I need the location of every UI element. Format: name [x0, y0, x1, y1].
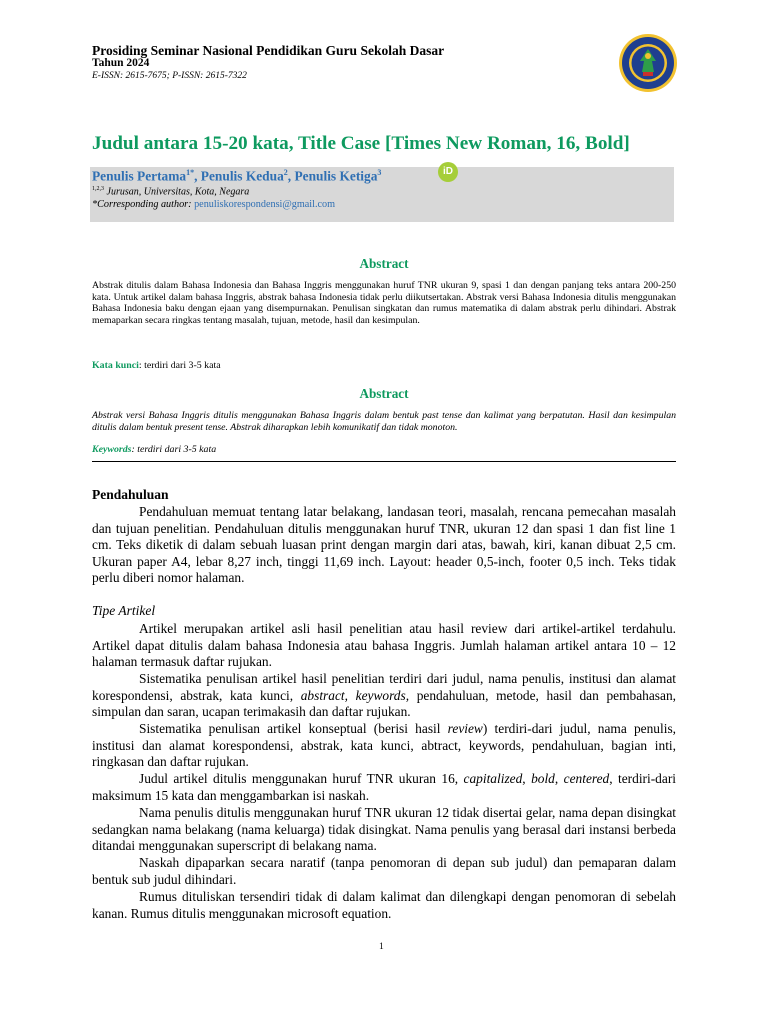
orcid-icon[interactable]: iD — [438, 162, 458, 182]
p4-text-b: capitalized — [463, 771, 523, 786]
p4-text-g: , terdiri-dari maksimum 15 kata dan menggambarkan isi naskah. — [92, 771, 676, 803]
p2-text-a: Sistematika penulisan artikel hasil penelitian terdiri dari judul, nama penulis, institusi dan alamat korespondensi, abstrak, kata kunci, — [92, 671, 676, 703]
author-1: Penulis Pertama — [92, 168, 187, 184]
paragraph-5: Nama penulis ditulis menggunakan huruf TNR ukuran 12 tidak disertai gelar, nama depan disingkat sedangkan nama belakang (nama keluarga) tidak disingkat. Nama penulis yang berasal dari instansi berbeda ditandai menggunakan superscript di belakang nama. — [92, 805, 676, 854]
abstract-text-en: Abstrak versi Bahasa Inggris ditulis menggunakan Bahasa Inggris dalam bentuk past tense dan kalimat yang berpatutan. Hasil dan kesimpulan ditulis dalam bentuk present tense. Abstrak diharapkan lebih komunikatif dan tidak monoton. — [92, 410, 676, 433]
author-list — [92, 168, 381, 184]
author-2-sup: 2 — [283, 168, 288, 177]
author-sep-2: , — [287, 168, 295, 184]
keywords-id — [92, 360, 221, 371]
p3-text-a: Sistematika penulisan artikel konseptual (berisi hasil — [139, 721, 448, 736]
author-3-sup: 3 — [377, 168, 382, 177]
keywords-id-label: Kata kunci — [92, 360, 139, 371]
author-1-sup: 1* — [186, 168, 195, 177]
keywords-id-value: : terdiri dari 3-5 kata — [138, 360, 221, 371]
p4-text-c: , — [522, 771, 532, 786]
article-title: Judul antara 15-20 kata, Title Case [Times New Roman, 16, Bold] — [92, 133, 630, 154]
author-sep-1: , — [194, 168, 201, 184]
p4-text-e: , — [554, 771, 564, 786]
section-title-pendahuluan: Pendahuluan — [92, 487, 169, 502]
paragraph-2 — [92, 671, 676, 721]
paragraph-3 — [92, 721, 676, 771]
p2-text-c: pendahuluan, metode, hasil dan pembahasan, simpulan dan saran, ucapan terimakasih dan daftar rujukan. — [92, 687, 677, 720]
author-affiliation — [92, 186, 249, 197]
corr-email-link[interactable]: penuliskorespondensi@gmail.com — [194, 199, 336, 210]
conference-year: Tahun 2024 — [92, 57, 150, 69]
p4-text-f: centered — [563, 771, 610, 786]
keywords-en — [92, 444, 216, 455]
keywords-en-label: Keywords — [92, 444, 132, 455]
university-seal-icon — [618, 32, 678, 94]
subsection-title-tipe-artikel: Tipe Artikel — [92, 603, 156, 618]
keywords-en-value: : terdiri dari 3-5 kata — [131, 444, 217, 455]
abstract-divider — [92, 461, 676, 462]
affiliation-sup: 1,2,3 — [92, 186, 104, 192]
p4-text-a: Judul artikel ditulis menggunakan huruf TNR ukuran 16, — [139, 771, 464, 786]
abstract-heading-en: Abstract — [359, 386, 409, 401]
page-number: 1 — [379, 942, 384, 952]
corr-label: *Corresponding author: — [92, 199, 195, 210]
paragraph-7: Rumus dituliskan tersendiri tidak di dalam kalimat dan dilengkapi dengan penomoran di sebelah kanan. Rumus ditulis menggunakan microsoft equation. — [92, 889, 676, 921]
p3-text-b: review — [447, 721, 483, 736]
conference-name: Prosiding Seminar Nasional Pendidikan Guru Sekolah Dasar — [92, 43, 445, 58]
p4-text-d: bold — [531, 771, 555, 786]
paragraph-4 — [92, 771, 676, 804]
affiliation-text: Jurusan, Universitas, Kota, Negara — [104, 186, 250, 198]
p3-text-c: ) terdiri-dari judul, nama penulis, institusi dan alamat korespondensi, abstrak, kata kunci, abtract, keywords, pendahuluan, bagian inti, ringkasan dan daftar rujukan. — [92, 721, 676, 770]
corresponding-author — [92, 199, 335, 210]
abstract-heading-id: Abstract — [359, 256, 409, 271]
issn-line: E-ISSN: 2615-7675; P-ISSN: 2615-7322 — [92, 71, 247, 81]
abstract-text-id: Abstrak ditulis dalam Bahasa Indonesia dan Bahasa Inggris menggunakan huruf TNR ukuran 9, spasi 1 dan dengan panjang teks antara 200-250 kata. Untuk artikel dalam bahasa Inggris, abstrak bahasa Indonesia tidak perlu diikutsertakan. Abstrak versi Bahasa Indonesia ditulis menggunakan Bahasa Indonesia baku dengan ejaan yang disempurnakan. Penulisan singkatan dan rumus matematika di dalam abstrak perlu dihindari. Abstrak memaparkan secara ringkas tentang masalah, tujuan, metode, hasil dan kesimpulan. — [92, 280, 676, 326]
paragraph-6: Naskah dipaparkan secara naratif (tanpa penomoran di depan sub judul) dan pemaparan dalam bentuk sub judul dihindari. — [92, 855, 676, 887]
p2-text-b: abstract, keywords, — [300, 687, 410, 703]
paragraph-1: Artikel merupakan artikel asli hasil penelitian atau hasil review dari artikel-artikel terdahulu. Artikel dapat ditulis dalam bahasa Indonesia atau bahasa Inggris. Jumlah halaman artikel antara 10 – 12 halaman termasuk daftar rujukan. — [92, 621, 676, 670]
author-2: Penulis Kedua — [200, 168, 284, 184]
author-3: Penulis Ketiga — [294, 168, 378, 184]
intro-paragraph: Pendahuluan memuat tentang latar belakang, landasan teori, masalah, rencana pemecahan masalah dan tujuan penelitian. Pendahuluan ditulis menggunakan huruf TNR, ukuran 12 dan spasi 1 dan fist line 1 cm. Teks diketik di dalam sebuah luasan print dengan margin dari atas, bawah, kiri, kanan dibuat 2,5 cm. Ukuran paper A4, lebar 8,27 inch, tinggi 11,69 inch. Layout: header 0,5-inch, footer 0,5 inch. Teks tidak perlu diberi nomor halaman. — [92, 504, 676, 586]
